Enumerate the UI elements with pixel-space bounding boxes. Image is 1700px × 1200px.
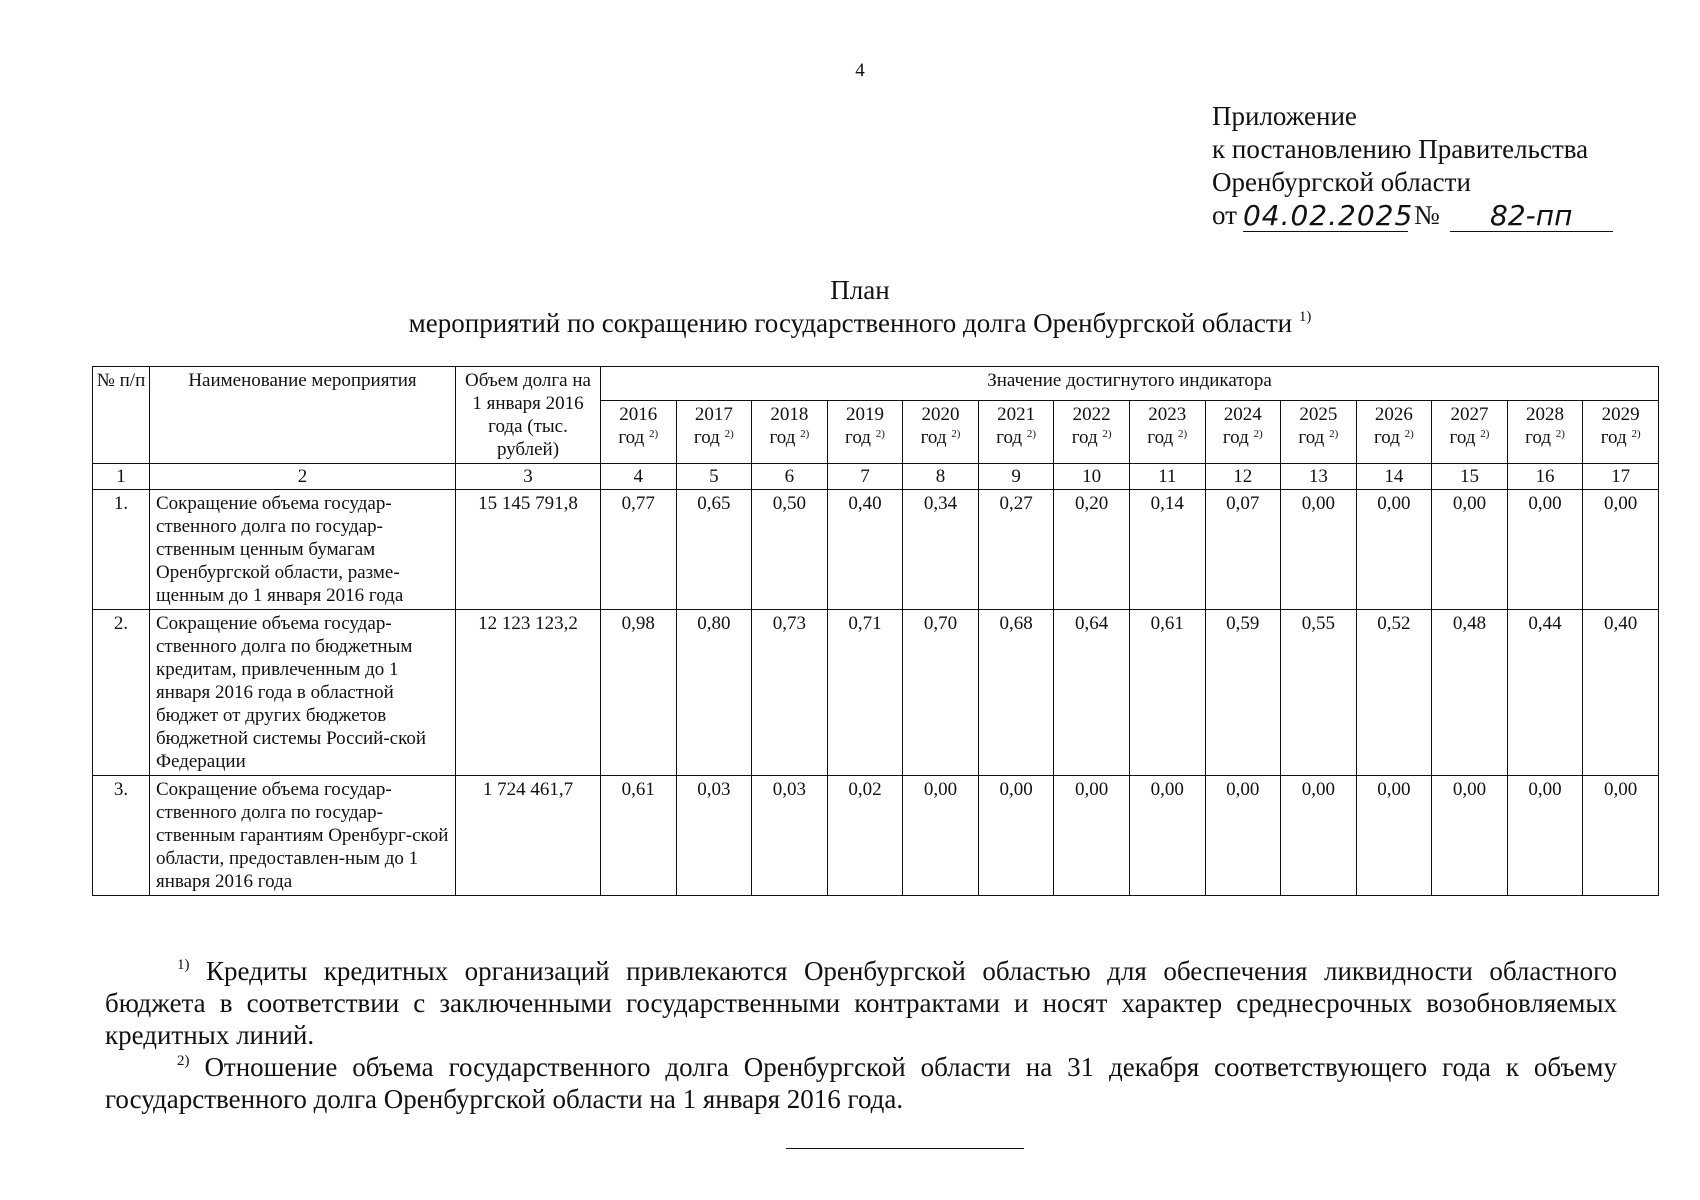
column-number: 12 [1205, 464, 1281, 490]
footnote-2-mark: 2) [177, 1053, 190, 1069]
year-value: 2022 [1072, 404, 1111, 426]
indicator-value: 0,55 [1281, 610, 1357, 776]
measure-name: Сокращение объема государ-ственного долга по государ-ственным ценным бумагам Оренбургской области, разме-щенным до 1 января 2016 года [150, 490, 456, 610]
indicator-value: 0,00 [1432, 776, 1508, 896]
indicator-value: 0,27 [978, 490, 1054, 610]
header-year [1432, 401, 1508, 464]
year-footnote-mark: 2) [875, 428, 885, 441]
indicator-value: 0,48 [1432, 610, 1508, 776]
year-value: 2027 [1450, 404, 1489, 426]
indicator-value: 0,00 [1507, 490, 1583, 610]
indicator-value: 0,00 [1205, 776, 1281, 896]
indicator-value: 0,00 [1356, 490, 1432, 610]
appendix-line-1: Приложение [1212, 101, 1357, 131]
column-number: 5 [676, 464, 752, 490]
header-name: Наименование мероприятия [150, 367, 456, 464]
year-footnote-mark: 2) [1480, 428, 1490, 441]
year-footnote-mark: 2) [1177, 428, 1188, 441]
indicator-value: 0,65 [676, 490, 752, 610]
column-number: 16 [1507, 464, 1583, 490]
indicator-value: 0,77 [601, 490, 677, 610]
indicator-value: 0,00 [903, 776, 979, 896]
year-word: год [996, 427, 1023, 449]
indicator-value: 0,00 [1281, 490, 1357, 610]
header-year [1129, 401, 1205, 464]
column-number: 13 [1281, 464, 1357, 490]
column-number: 9 [978, 464, 1054, 490]
year-word: год [1600, 427, 1627, 449]
indicator-value: 0,00 [1054, 776, 1130, 896]
year-word: год [1449, 427, 1476, 449]
year-value: 2026 [1374, 404, 1413, 426]
number-sign: № [1413, 200, 1440, 230]
indicator-value: 0,59 [1205, 610, 1281, 776]
debt-volume: 1 724 461,7 [456, 776, 601, 896]
handwritten-number: 82-пп [1450, 201, 1613, 232]
year-value: 2023 [1148, 404, 1187, 426]
title-line-2 [0, 307, 1700, 340]
footnotes [105, 955, 1617, 1115]
year-word: год [845, 427, 871, 449]
footnote-2 [105, 1051, 1617, 1115]
column-number: 14 [1356, 464, 1432, 490]
year-value: 2025 [1299, 404, 1338, 426]
header-year [1583, 401, 1659, 464]
year-value: 2028 [1526, 404, 1565, 426]
indicator-value: 0,00 [978, 776, 1054, 896]
indicator-value: 0,50 [752, 490, 828, 610]
header-num: № п/п [93, 367, 150, 464]
appendix-block [1212, 100, 1613, 232]
year-word: год [1525, 427, 1552, 449]
header-year [1054, 401, 1130, 464]
year-footnote-mark: 2) [1102, 428, 1112, 441]
footnote-1-text: Кредиты кредитных организаций привлекаются Оренбургской областью для обеспечения ликвидности областного бюджета в соответствии с заключенными государственными контрактами и носят характер среднесрочных возобновляемых кредитных линий. [105, 956, 1618, 1050]
header-year [1281, 401, 1357, 464]
year-footnote-mark: 2) [800, 428, 810, 441]
appendix-line-3: Оренбургской области [1212, 167, 1471, 197]
indicator-value: 0,00 [1507, 776, 1583, 896]
debt-volume: 15 145 791,8 [456, 490, 601, 610]
indicator-value: 0,52 [1356, 610, 1432, 776]
header-year [978, 401, 1054, 464]
column-number: 3 [456, 464, 601, 490]
column-number: 10 [1054, 464, 1130, 490]
table-row [93, 776, 1659, 896]
year-footnote-mark: 2) [649, 428, 659, 441]
title-text: мероприятий по сокращению государственного долга Оренбургской области [408, 308, 1293, 338]
year-footnote-mark: 2) [1404, 428, 1414, 441]
end-divider [786, 1148, 1024, 1149]
column-number: 8 [903, 464, 979, 490]
column-number: 7 [827, 464, 903, 490]
year-footnote-mark: 2) [1631, 428, 1641, 441]
year-footnote-mark: 2) [1026, 428, 1037, 441]
column-numbers-row [93, 464, 1659, 490]
indicator-value: 0,00 [1129, 776, 1205, 896]
footnote-1-mark: 1) [177, 957, 190, 973]
column-number: 15 [1432, 464, 1508, 490]
measure-name: Сокращение объема государ-ственного долга по государ-ственным гарантиям Оренбург-ской области, предоставлен-ным до 1 января 2016 года [150, 776, 456, 896]
indicator-value: 0,80 [676, 610, 752, 776]
year-footnote-mark: 2) [1555, 428, 1565, 441]
header-row-1 [93, 367, 1659, 401]
year-value: 2020 [921, 404, 960, 426]
document-title [0, 274, 1700, 340]
year-word: год [693, 427, 720, 449]
year-word: год [920, 427, 947, 449]
appendix-line-2: к постановлению Правительства [1212, 134, 1589, 164]
column-number: 1 [93, 464, 150, 490]
indicator-value: 0,00 [1432, 490, 1508, 610]
row-number: 2. [93, 610, 150, 776]
header-year [1507, 401, 1583, 464]
header-year [1356, 401, 1432, 464]
indicator-value: 0,70 [903, 610, 979, 776]
footnote-2-text: Отношение объема государственного долга Оренбургской области на 31 декабря соответствующего года к объему государственного долга Оренбургской области на 1 января 2016 года. [105, 1052, 1617, 1114]
year-value: 2029 [1601, 404, 1640, 426]
year-value: 2024 [1223, 404, 1262, 426]
debt-volume: 12 123 123,2 [456, 610, 601, 776]
header-volume: Объем долга на 1 января 2016 года (тыс. рублей) [456, 367, 601, 464]
year-footnote-mark: 2) [1329, 428, 1339, 441]
column-number: 11 [1129, 464, 1205, 490]
header-year [601, 401, 677, 464]
indicator-value: 0,00 [1583, 490, 1659, 610]
indicator-value: 0,00 [1356, 776, 1432, 896]
indicator-value: 0,40 [827, 490, 903, 610]
title-footnote-mark: 1) [1298, 309, 1312, 325]
title-line-1: План [830, 275, 890, 305]
indicator-value: 0,64 [1054, 610, 1130, 776]
year-word: год [1071, 427, 1098, 449]
plan-table-body [93, 490, 1659, 896]
year-footnote-mark: 2) [1253, 428, 1263, 441]
indicator-value: 0,00 [1281, 776, 1357, 896]
row-number: 1. [93, 490, 150, 610]
indicator-value: 0,14 [1129, 490, 1205, 610]
header-year [903, 401, 979, 464]
indicator-value: 0,07 [1205, 490, 1281, 610]
year-footnote-mark: 2) [724, 428, 734, 441]
year-value: 2018 [770, 404, 809, 426]
indicator-value: 0,02 [827, 776, 903, 896]
column-number: 17 [1583, 464, 1659, 490]
indicator-value: 0,44 [1507, 610, 1583, 776]
year-word: год [769, 427, 796, 449]
indicator-value: 0,61 [1129, 610, 1205, 776]
year-value: 2021 [997, 404, 1036, 426]
year-value: 2017 [694, 404, 733, 426]
column-number: 2 [150, 464, 456, 490]
indicator-value: 0,98 [601, 610, 677, 776]
year-footnote-mark: 2) [951, 428, 961, 441]
header-year [752, 401, 828, 464]
appendix-date-line [1212, 199, 1613, 232]
year-value: 2016 [619, 404, 658, 426]
indicator-value: 0,03 [752, 776, 828, 896]
header-year [1205, 401, 1281, 464]
year-value: 2019 [845, 404, 884, 426]
page-number: 4 [855, 60, 865, 81]
column-number: 4 [601, 464, 677, 490]
from-label: от [1212, 200, 1237, 230]
table-row [93, 610, 1659, 776]
handwritten-date: 04.02.2025 [1242, 199, 1414, 232]
footnote-1 [105, 955, 1617, 1051]
table-row [93, 490, 1659, 610]
measure-name: Сокращение объема государ-ственного долга по бюджетным кредитам, привлеченным до 1 января 2016 года в областной бюджет от других бюджетов бюджетной системы Россий-ской Федерации [150, 610, 456, 776]
row-number: 3. [93, 776, 150, 896]
year-word: год [1373, 427, 1400, 449]
indicator-value: 0,34 [903, 490, 979, 610]
indicator-value: 0,03 [676, 776, 752, 896]
header-year [676, 401, 752, 464]
plan-table [92, 366, 1659, 896]
year-word: год [1222, 427, 1249, 449]
header-year [827, 401, 903, 464]
indicator-value: 0,40 [1583, 610, 1659, 776]
indicator-value: 0,73 [752, 610, 828, 776]
indicator-value: 0,68 [978, 610, 1054, 776]
year-word: год [1298, 427, 1325, 449]
indicator-value: 0,20 [1054, 490, 1130, 610]
indicator-value: 0,71 [827, 610, 903, 776]
header-indicator: Значение достигнутого индикатора [601, 367, 1659, 401]
indicator-value: 0,61 [601, 776, 677, 896]
indicator-value: 0,00 [1583, 776, 1659, 896]
column-number: 6 [752, 464, 828, 490]
year-word: год [1147, 427, 1174, 449]
year-word: год [618, 427, 645, 449]
